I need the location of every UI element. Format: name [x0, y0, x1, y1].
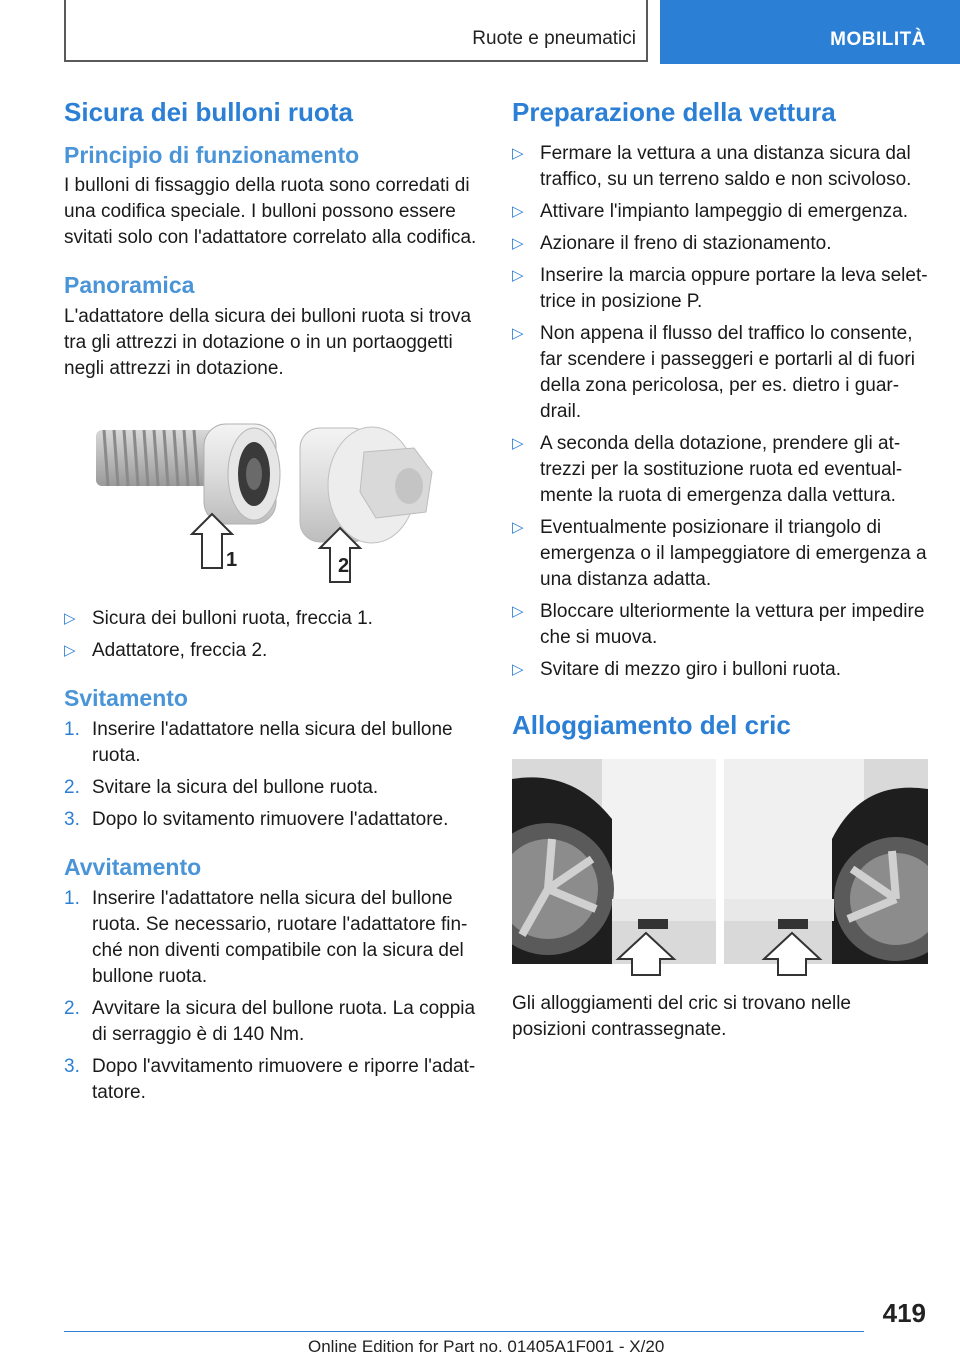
heading-screwing: Avvitamento — [64, 853, 202, 880]
right-column — [512, 96, 930, 1043]
list-item: ▷ Eventualmente posizionare il triangolo di emergenza o il lampeggiatore di emergenza a una distanza adatta. — [512, 516, 927, 590]
page-number: 419 — [882, 1298, 926, 1328]
list-item: ▷ Sicura dei bulloni ruota, freccia 1. — [64, 606, 478, 632]
chapter-tab-label: MOBILITÀ — [830, 29, 926, 50]
bullet-triangle-icon: ▷ — [512, 144, 524, 162]
list-item: 2. Avvitare la sicura del bullone ruota. La coppia di serraggio è di 140 Nm. — [64, 997, 476, 1045]
overview-legend-list — [64, 606, 478, 664]
section-title-vehicle-preparation: Preparazione della vettura — [512, 97, 836, 127]
jack-caption: Gli alloggiamenti del cric si trovano nelle posizioni contrassegnate. — [512, 993, 851, 1040]
overview-text: L'adattatore della sicura dei bulloni ruota si trova tra gli attrezzi in dotazione o in un portaoggetti negli attrezzi in dotazione. — [64, 306, 472, 379]
jack-points-figure — [512, 759, 928, 977]
list-item: 1. Inserire l'adattatore nella sicura del bullone ruota. — [64, 718, 453, 766]
bullet-triangle-icon: ▷ — [64, 642, 76, 659]
bullet-triangle-icon: ▷ — [512, 518, 524, 536]
list-item: ▷ Inserire la marcia oppure portare la leva selet- trice in posizione P. — [512, 264, 928, 312]
principle-text: I bulloni di fissaggio della ruota sono corredati di una codifica speciale. I bulloni possono essere svitati solo con l'adattatore correlato alla codifica. — [64, 175, 477, 249]
header-frame — [64, 0, 648, 62]
wheel-lock-figure — [64, 412, 478, 592]
heading-overview: Panoramica — [64, 272, 195, 299]
list-item: ▷ Azionare il freno di stazionamento. — [512, 231, 930, 257]
bullet-triangle-icon: ▷ — [512, 602, 524, 620]
arrow-label-2: 2 — [338, 555, 350, 577]
section-title-wheel-lock: Sicura dei bulloni ruota — [64, 97, 353, 127]
list-item: ▷ Attivare l'impianto lampeggio di emergenza. — [512, 199, 930, 225]
arrow-label-1: 1 — [226, 549, 238, 571]
list-item: ▷ Svitare di mezzo giro i bulloni ruota. — [512, 657, 930, 683]
list-item: ▷ A seconda della dotazione, prendere gli at- trezzi per la sostituzione ruota ed eventual- mente la ruota di emergenza dalla vettura. — [512, 432, 903, 506]
car-rear-wheel-panel — [724, 759, 928, 964]
bullet-triangle-icon: ▷ — [512, 234, 524, 252]
list-item: ▷ Non appena il flusso del traffico lo consente, far scendere i passeggeri e portarli al di fuori della zona pericolosa, per es. dietro i guar- drail. — [512, 322, 915, 422]
unscrewing-steps — [64, 717, 478, 833]
heading-unscrewing: Svitamento — [64, 685, 188, 711]
footer-divider — [64, 1331, 864, 1332]
wheel-lock-bolt — [96, 424, 280, 524]
bullet-triangle-icon: ▷ — [512, 660, 524, 678]
left-column — [64, 96, 478, 1112]
chapter-tab[interactable] — [660, 0, 960, 64]
list-item: 3. Dopo lo svitamento rimuovere l'adattatore. — [64, 808, 449, 830]
header-section-title: Ruote e pneumatici — [472, 28, 636, 49]
preparation-list — [512, 141, 930, 683]
heading-principle: Principio di funzionamento — [64, 141, 360, 168]
screwing-steps — [64, 886, 478, 1106]
list-item: ▷ Bloccare ulteriormente la vettura per impedire che si muova. — [512, 600, 925, 648]
bullet-triangle-icon: ▷ — [512, 434, 524, 452]
car-front-wheel-panel — [512, 759, 716, 964]
list-item: ▷ Fermare la vettura a una distanza sicura dal traffico, su un terreno saldo e non scivoloso. — [512, 142, 912, 190]
edition-label: Online Edition for Part no. 01405A1F001 - X/20 — [308, 1337, 665, 1356]
bullet-triangle-icon: ▷ — [512, 266, 524, 284]
bullet-triangle-icon: ▷ — [64, 610, 76, 627]
bullet-triangle-icon: ▷ — [512, 324, 524, 342]
list-item: ▷ Adattatore, freccia 2. — [64, 638, 478, 664]
bullet-triangle-icon: ▷ — [512, 202, 524, 220]
list-item: 3. Dopo l'avvitamento rimuovere e riporre l'adat- tatore. — [64, 1055, 476, 1103]
list-item: 2. Svitare la sicura del bullone ruota. — [64, 776, 379, 798]
section-title-jack-points: Alloggiamento del cric — [512, 709, 791, 740]
list-item: 1. Inserire l'adattatore nella sicura del bullone ruota. Se necessario, ruotare l'adattatore fin- ché non diventi compatibile con la sicura del bullone ruota. — [64, 887, 468, 987]
adapter-tool — [300, 427, 432, 543]
